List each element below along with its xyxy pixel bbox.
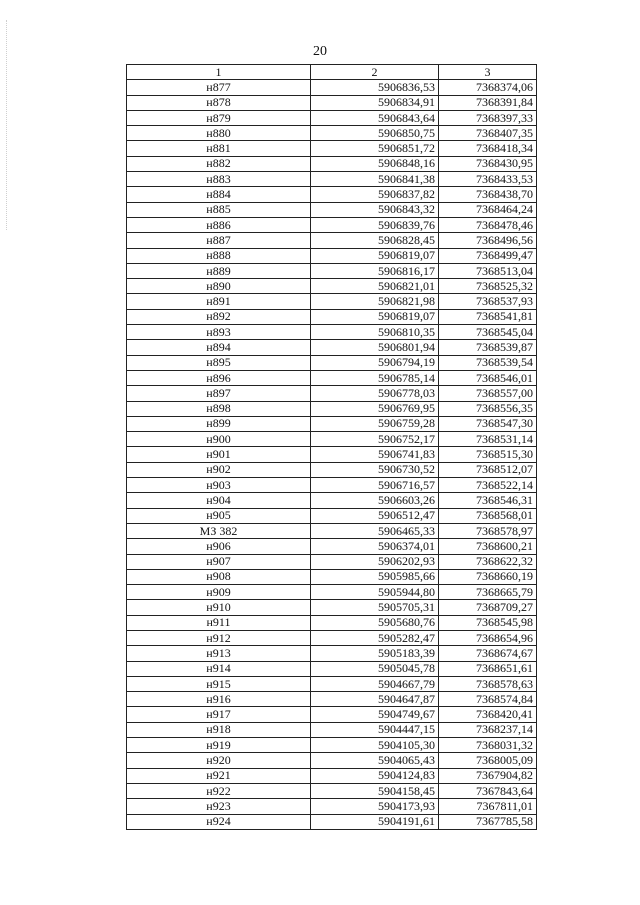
point-id-cell: н888 [127,248,311,263]
point-id-cell: н894 [127,340,311,355]
point-id-cell: н877 [127,80,311,95]
table-row [127,630,537,645]
point-id-cell: н896 [127,370,311,385]
point-id-cell: н901 [127,447,311,462]
point-id-cell: н913 [127,646,311,661]
point-id-cell: н906 [127,539,311,554]
point-id-cell: н897 [127,386,311,401]
point-id-cell: н915 [127,676,311,691]
column-header-2: 2 [311,65,439,80]
table-row [127,156,537,171]
x-coordinate-cell: 5906801,94 [311,340,439,355]
x-coordinate-cell: 5904065,43 [311,753,439,768]
y-coordinate-cell: 7368557,00 [439,386,537,401]
point-id-cell: н902 [127,462,311,477]
y-coordinate-cell: 7368541,81 [439,309,537,324]
table-row [127,707,537,722]
y-coordinate-cell: 7367811,01 [439,799,537,814]
table-row [127,722,537,737]
x-coordinate-cell: 5904667,79 [311,676,439,691]
x-coordinate-cell: 5906785,14 [311,370,439,385]
x-coordinate-cell: 5906843,64 [311,110,439,125]
table-row [127,172,537,187]
x-coordinate-cell: 5906730,52 [311,462,439,477]
x-coordinate-cell: 5904124,83 [311,768,439,783]
y-coordinate-cell: 7368397,33 [439,110,537,125]
x-coordinate-cell: 5906816,17 [311,263,439,278]
table-row [127,248,537,263]
table-row [127,508,537,523]
y-coordinate-cell: 7368546,01 [439,370,537,385]
x-coordinate-cell: 5905282,47 [311,630,439,645]
table-row [127,279,537,294]
y-coordinate-cell: 7368407,35 [439,126,537,141]
point-id-cell: н884 [127,187,311,202]
y-coordinate-cell: 7368438,70 [439,187,537,202]
table-row [127,217,537,232]
point-id-cell: н918 [127,722,311,737]
table-row [127,110,537,125]
x-coordinate-cell: 5905680,76 [311,615,439,630]
point-id-cell: н916 [127,692,311,707]
x-coordinate-cell: 5906465,33 [311,523,439,538]
x-coordinate-cell: 5904447,15 [311,722,439,737]
page-number: 20 [313,44,327,59]
y-coordinate-cell: 7368512,07 [439,462,537,477]
y-coordinate-cell: 7367785,58 [439,814,537,829]
x-coordinate-cell: 5906794,19 [311,355,439,370]
table-row [127,309,537,324]
point-id-cell: н911 [127,615,311,630]
x-coordinate-cell: 5906759,28 [311,416,439,431]
table-row [127,600,537,615]
point-id-cell: н912 [127,630,311,645]
x-coordinate-cell: 5905944,80 [311,585,439,600]
y-coordinate-cell: 7368622,32 [439,554,537,569]
table-row [127,187,537,202]
point-id-cell: н878 [127,95,311,110]
x-coordinate-cell: 5906810,35 [311,325,439,340]
point-id-cell: н907 [127,554,311,569]
x-coordinate-cell: 5906850,75 [311,126,439,141]
table-row [127,355,537,370]
y-coordinate-cell: 7368522,14 [439,478,537,493]
point-id-cell: н881 [127,141,311,156]
y-coordinate-cell: 7368478,46 [439,217,537,232]
y-coordinate-cell: 7368374,06 [439,80,537,95]
y-coordinate-cell: 7368515,30 [439,447,537,462]
y-coordinate-cell: 7368651,61 [439,661,537,676]
point-id-cell: н919 [127,738,311,753]
table-row [127,585,537,600]
x-coordinate-cell: 5904158,45 [311,783,439,798]
point-id-cell: н923 [127,799,311,814]
y-coordinate-cell: 7368545,04 [439,325,537,340]
y-coordinate-cell: 7367843,64 [439,783,537,798]
x-coordinate-cell: 5906603,26 [311,493,439,508]
y-coordinate-cell: 7368430,95 [439,156,537,171]
point-id-cell: н905 [127,508,311,523]
table-row [127,294,537,309]
y-coordinate-cell: 7368420,41 [439,707,537,722]
table-row [127,462,537,477]
x-coordinate-cell: 5905183,39 [311,646,439,661]
x-coordinate-cell: 5906741,83 [311,447,439,462]
x-coordinate-cell: 5906834,91 [311,95,439,110]
table-row [127,814,537,829]
table-row [127,432,537,447]
table-row [127,95,537,110]
x-coordinate-cell: 5905045,78 [311,661,439,676]
x-coordinate-cell: 5906828,45 [311,233,439,248]
table-row [127,539,537,554]
x-coordinate-cell: 5906202,93 [311,554,439,569]
point-id-cell: н892 [127,309,311,324]
point-id-cell: н899 [127,416,311,431]
y-coordinate-cell: 7368496,56 [439,233,537,248]
point-id-cell: н879 [127,110,311,125]
column-header-3: 3 [439,65,537,80]
x-coordinate-cell: 5906848,16 [311,156,439,171]
y-coordinate-cell: 7368418,34 [439,141,537,156]
y-coordinate-cell: 7368513,04 [439,263,537,278]
y-coordinate-cell: 7368556,35 [439,401,537,416]
table-row [127,202,537,217]
table-row [127,783,537,798]
x-coordinate-cell: 5904749,67 [311,707,439,722]
y-coordinate-cell: 7368005,09 [439,753,537,768]
x-coordinate-cell: 5905985,66 [311,569,439,584]
x-coordinate-cell: 5906843,32 [311,202,439,217]
point-id-cell: н908 [127,569,311,584]
column-header-1: 1 [127,65,311,80]
point-id-cell: н924 [127,814,311,829]
point-id-cell: н886 [127,217,311,232]
table-row [127,738,537,753]
table-row [127,233,537,248]
table-row [127,615,537,630]
table-row [127,263,537,278]
table-row [127,768,537,783]
x-coordinate-cell: 5906512,47 [311,508,439,523]
y-coordinate-cell: 7368539,54 [439,355,537,370]
y-coordinate-cell: 7368709,27 [439,600,537,615]
y-coordinate-cell: 7368539,87 [439,340,537,355]
point-id-cell: н921 [127,768,311,783]
coordinates-table [126,64,537,830]
point-id-cell: н880 [127,126,311,141]
y-coordinate-cell: 7368660,19 [439,569,537,584]
table-row [127,692,537,707]
x-coordinate-cell: 5906769,95 [311,401,439,416]
x-coordinate-cell: 5906836,53 [311,80,439,95]
x-coordinate-cell: 5906837,82 [311,187,439,202]
table-row [127,386,537,401]
y-coordinate-cell: 7368574,84 [439,692,537,707]
y-coordinate-cell: 7368578,97 [439,523,537,538]
x-coordinate-cell: 5906821,01 [311,279,439,294]
point-id-cell: н882 [127,156,311,171]
table-row [127,661,537,676]
point-id-cell: н904 [127,493,311,508]
table-row [127,676,537,691]
y-coordinate-cell: 7368546,31 [439,493,537,508]
table-row [127,753,537,768]
table-row [127,523,537,538]
table-row [127,80,537,95]
table-row [127,416,537,431]
point-id-cell: н903 [127,478,311,493]
table-row [127,554,537,569]
x-coordinate-cell: 5906819,07 [311,248,439,263]
table-row [127,401,537,416]
x-coordinate-cell: 5906716,57 [311,478,439,493]
point-id-cell: н890 [127,279,311,294]
x-coordinate-cell: 5904173,93 [311,799,439,814]
table-row [127,493,537,508]
point-id-cell: н895 [127,355,311,370]
y-coordinate-cell: 7368531,14 [439,432,537,447]
y-coordinate-cell: 7368600,21 [439,539,537,554]
x-coordinate-cell: 5906841,38 [311,172,439,187]
y-coordinate-cell: 7368545,98 [439,615,537,630]
point-id-cell: н900 [127,432,311,447]
y-coordinate-cell: 7368433,53 [439,172,537,187]
x-coordinate-cell: 5906778,03 [311,386,439,401]
x-coordinate-cell: 5906819,07 [311,309,439,324]
x-coordinate-cell: 5904105,30 [311,738,439,753]
x-coordinate-cell: 5906821,98 [311,294,439,309]
table-header-row [127,65,537,80]
table-row [127,141,537,156]
table-row [127,340,537,355]
y-coordinate-cell: 7368654,96 [439,630,537,645]
point-id-cell: н883 [127,172,311,187]
x-coordinate-cell: 5906851,72 [311,141,439,156]
y-coordinate-cell: 7368547,30 [439,416,537,431]
table-row [127,370,537,385]
y-coordinate-cell: 7368391,84 [439,95,537,110]
y-coordinate-cell: 7367904,82 [439,768,537,783]
table-body [127,80,537,830]
table-row [127,126,537,141]
y-coordinate-cell: 7368237,14 [439,722,537,737]
point-id-cell: н922 [127,783,311,798]
x-coordinate-cell: 5904647,87 [311,692,439,707]
table-row [127,447,537,462]
x-coordinate-cell: 5904191,61 [311,814,439,829]
point-id-cell: н920 [127,753,311,768]
y-coordinate-cell: 7368499,47 [439,248,537,263]
table-row [127,569,537,584]
y-coordinate-cell: 7368464,24 [439,202,537,217]
table-row [127,646,537,661]
point-id-cell: н889 [127,263,311,278]
table-row [127,799,537,814]
x-coordinate-cell: 5906752,17 [311,432,439,447]
point-id-cell: н893 [127,325,311,340]
y-coordinate-cell: 7368525,32 [439,279,537,294]
y-coordinate-cell: 7368578,63 [439,676,537,691]
y-coordinate-cell: 7368674,67 [439,646,537,661]
point-id-cell: н887 [127,233,311,248]
x-coordinate-cell: 5906839,76 [311,217,439,232]
x-coordinate-cell: 5905705,31 [311,600,439,615]
y-coordinate-cell: 7368568,01 [439,508,537,523]
point-id-cell: н909 [127,585,311,600]
table-row [127,478,537,493]
point-id-cell: н898 [127,401,311,416]
y-coordinate-cell: 7368665,79 [439,585,537,600]
point-id-cell: н910 [127,600,311,615]
point-id-cell: н885 [127,202,311,217]
y-coordinate-cell: 7368031,32 [439,738,537,753]
table-row [127,325,537,340]
point-id-cell: н914 [127,661,311,676]
x-coordinate-cell: 5906374,01 [311,539,439,554]
point-id-cell: н917 [127,707,311,722]
y-coordinate-cell: 7368537,93 [439,294,537,309]
point-id-cell: МЗ 382 [127,523,311,538]
point-id-cell: н891 [127,294,311,309]
